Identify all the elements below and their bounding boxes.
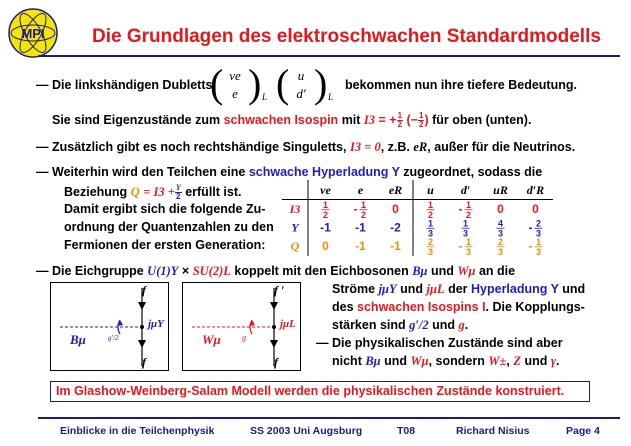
doublet2-sub: L xyxy=(328,92,334,102)
svg-text:jμY: jμY xyxy=(148,318,164,330)
table-cell-0-0-den: 2 xyxy=(322,209,329,220)
table-cell-0-5: 0 xyxy=(497,201,504,216)
footer-author: Richard Nisius xyxy=(456,425,530,437)
doublet2-top: u xyxy=(297,68,305,83)
svg-text:g: g xyxy=(242,333,246,342)
bullet-4: — xyxy=(36,264,49,278)
table-cell-0-6: 0 xyxy=(532,201,539,216)
feynman-diagram-b xyxy=(50,282,170,372)
footer-rule xyxy=(38,417,620,419)
line10: Ströme jμY und jμL der Hyperladung Y und xyxy=(332,282,586,296)
table-cell-0-3-num: 1 xyxy=(427,199,434,210)
svg-text:f ′: f ′ xyxy=(274,283,285,297)
line1-text: Die linkshändigen Dubletts xyxy=(52,78,213,92)
table-header-3: u xyxy=(427,183,434,197)
table-cell-0-2: 0 xyxy=(392,201,399,216)
svg-text:Wμ: Wμ xyxy=(202,332,221,347)
line5: Beziehung Q = I3 + $\frac{Y}{2}$ erfüllt ist. xyxy=(64,183,242,201)
footer-code: T08 xyxy=(397,425,416,437)
doublet1-sub: L xyxy=(262,92,268,102)
table-header-6: d′R xyxy=(526,183,545,197)
feynman-diagram-w xyxy=(182,282,302,372)
footer-semester: SS 2003 Uni Augsburg xyxy=(250,425,363,437)
line1-post: bekommen nun ihre tiefere Bedeutung. xyxy=(345,78,577,92)
line9: Die Eichgruppe U(1)Y × SU(2)L koppelt mit den Eichbosonen Bμ und Wμ an die xyxy=(52,264,516,278)
table-row-label-2: Q xyxy=(290,238,300,253)
footer-course: Einblicke in die Teilchenphysik xyxy=(60,425,215,437)
table-cell-2-2: -1 xyxy=(390,238,401,253)
bullet-5: — xyxy=(316,336,329,350)
line13: Die physikalischen Zustände sind aber xyxy=(332,336,563,350)
table-cell-0-3-den: 2 xyxy=(427,209,434,220)
table-cell-1-6-den: 3 xyxy=(535,228,542,239)
line2: Sie sind Eigenzustände zum schwachen Isospin mit I3 = + $\frac{1}{2}$ (− $\frac{1}{2}$ ) für oben (unten). xyxy=(52,111,532,129)
table-cell-2-4-num: 1 xyxy=(465,236,472,247)
svg-text:g′/2: g′/2 xyxy=(108,334,119,342)
table-cell-1-3-num: 1 xyxy=(427,218,434,229)
table-row-label-0: I3 xyxy=(289,201,301,216)
svg-text:jμL: jμL xyxy=(280,318,296,330)
table-cell-0-4-den: 2 xyxy=(465,209,472,220)
weak-isospin-term: schwachen Isospin xyxy=(223,112,339,127)
page-title: Die Grundlagen des elektroschwachen Standardmodells xyxy=(92,26,601,47)
line14: nicht Bμ und Wμ, sondern W±, Z und γ. xyxy=(332,354,560,368)
table-cell-0-1-num: 1 xyxy=(360,199,367,210)
line7: ordnung der Quantenzahlen zu den xyxy=(64,220,274,234)
doublet1-bottom: e xyxy=(232,86,238,101)
doublet1-top: νe xyxy=(229,68,241,83)
bullet-2: — xyxy=(36,140,49,154)
footer-page: Page 4 xyxy=(566,425,600,437)
quantum-number-table xyxy=(282,180,554,256)
table-cell-2-6-num: 1 xyxy=(535,236,542,247)
svg-text:f: f xyxy=(142,283,146,297)
table-cell-2-3-num: 2 xyxy=(427,236,434,247)
table-header-2: eR xyxy=(388,183,403,197)
line4: Weiterhin wird den Teilchen eine schwache Hyperladung Y zugeordnet, sodass die xyxy=(52,165,543,179)
title-rule xyxy=(38,55,620,57)
table-cell-2-0: 0 xyxy=(322,238,329,253)
table-cell-2-6-den: 3 xyxy=(535,246,542,256)
table-cell-1-2: -2 xyxy=(390,220,401,235)
table-cell-2-4-den: 3 xyxy=(465,246,472,256)
svg-text:f: f xyxy=(142,355,146,369)
line3: Zusätzlich gibt es noch rechtshändige Singuletts, I3 = 0, z.B. eR, außer für die Neutrinos. xyxy=(52,140,576,154)
table-header-4: d′ xyxy=(460,183,471,197)
table-cell-1-5-num: 4 xyxy=(497,218,504,229)
table-cell-0-4-num: 1 xyxy=(465,199,472,210)
svg-text:f: f xyxy=(274,355,278,369)
table-cell-1-4-den: 3 xyxy=(462,228,469,239)
table-row-label-1: Y xyxy=(291,220,299,235)
table-cell-2-4-sign: - xyxy=(458,238,463,253)
svg-text:Bμ: Bμ xyxy=(70,332,86,347)
summary-text: Im Glashow-Weinberg-Salam Modell werden die physikalischen Zustände konstruiert. xyxy=(56,384,565,398)
table-cell-1-6-num: 2 xyxy=(535,218,542,229)
table-header-1: e xyxy=(357,183,364,197)
table-cell-1-5-den: 3 xyxy=(497,228,504,239)
logo-text: MPI xyxy=(21,26,45,41)
table-cell-0-1-den: 2 xyxy=(360,209,367,220)
line11: des schwachen Isospins I. Die Kopplungs- xyxy=(332,300,585,314)
line12: stärken sind g′/2 und g. xyxy=(332,318,469,332)
table-cell-2-5-num: 2 xyxy=(497,236,504,247)
bullet-3: — xyxy=(36,165,49,179)
table-cell-0-0-num: 1 xyxy=(322,199,329,210)
table-header-0: νe xyxy=(320,183,331,197)
table-cell-1-4-num: 1 xyxy=(462,218,469,229)
table-cell-2-3-den: 3 xyxy=(427,246,434,256)
table-cell-1-3-den: 3 xyxy=(427,228,434,239)
mpi-logo xyxy=(6,6,60,60)
bullet-1: — xyxy=(36,78,49,92)
line8: Fermionen der ersten Generation: xyxy=(64,238,266,252)
table-cell-1-1: -1 xyxy=(355,220,366,235)
doublets: ( νe e ) L ( u d′ ) L xyxy=(210,61,334,106)
line6: Damit ergibt sich die folgende Zu- xyxy=(64,202,266,216)
table-cell-0-4-sign: - xyxy=(458,201,463,216)
table-cell-2-1: -1 xyxy=(355,238,366,253)
hypercharge-term: schwache Hyperladung Y xyxy=(248,165,400,179)
table-cell-2-5-den: 3 xyxy=(497,246,504,256)
table-cell-2-6-sign: - xyxy=(528,238,533,253)
doublet2-bottom: d′ xyxy=(296,86,306,101)
table-cell-0-1-sign: - xyxy=(353,201,358,216)
table-cell-1-0: -1 xyxy=(320,220,331,235)
table-cell-1-6-sign: - xyxy=(528,220,533,235)
table-header-5: uR xyxy=(493,183,508,197)
